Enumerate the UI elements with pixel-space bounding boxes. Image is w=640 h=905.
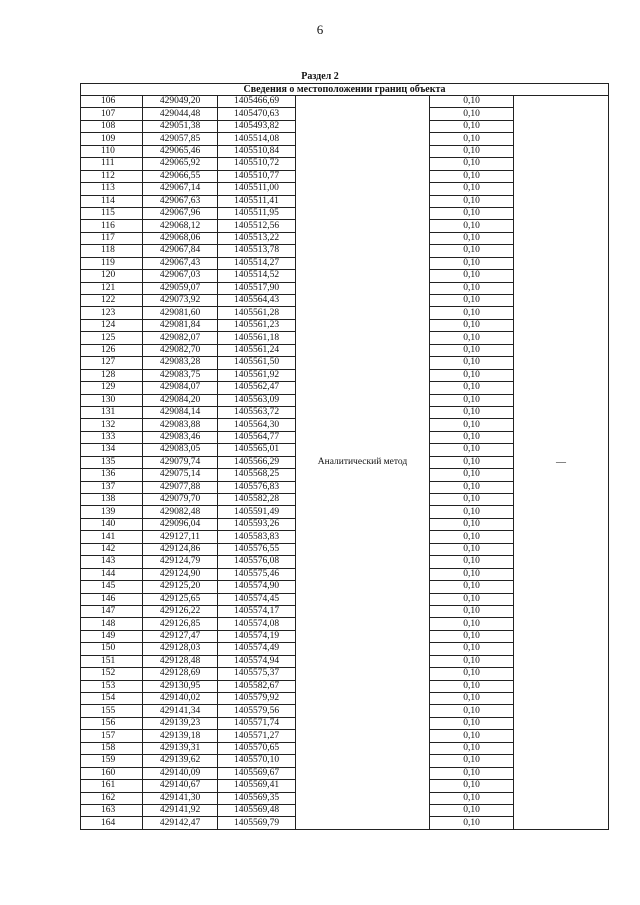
- point-number-cell: 140: [81, 518, 143, 530]
- y-coordinate-cell: 1405514,27: [218, 257, 296, 269]
- y-coordinate-cell: 1405574,17: [218, 605, 296, 617]
- x-coordinate-cell: 429128,48: [143, 655, 218, 667]
- accuracy-cell: 0,10: [430, 220, 514, 232]
- x-coordinate-cell: 429127,47: [143, 630, 218, 642]
- x-coordinate-cell: 429140,02: [143, 693, 218, 705]
- y-coordinate-cell: 1405570,65: [218, 742, 296, 754]
- point-number-cell: 134: [81, 444, 143, 456]
- y-coordinate-cell: 1405575,37: [218, 668, 296, 680]
- accuracy-cell: 0,10: [430, 518, 514, 530]
- y-coordinate-cell: 1405579,92: [218, 693, 296, 705]
- x-coordinate-cell: 429059,07: [143, 282, 218, 294]
- point-number-cell: 150: [81, 643, 143, 655]
- accuracy-cell: 0,10: [430, 680, 514, 692]
- x-coordinate-cell: 429140,67: [143, 780, 218, 792]
- section-title: Раздел 2: [301, 71, 339, 82]
- x-coordinate-cell: 429125,20: [143, 581, 218, 593]
- accuracy-cell: 0,10: [430, 394, 514, 406]
- table-header: Сведения о местоположении границ объекта: [81, 84, 609, 96]
- y-coordinate-cell: 1405561,92: [218, 369, 296, 381]
- y-coordinate-cell: 1405561,23: [218, 319, 296, 331]
- point-number-cell: 108: [81, 120, 143, 132]
- x-coordinate-cell: 429124,90: [143, 568, 218, 580]
- accuracy-cell: 0,10: [430, 767, 514, 779]
- point-number-cell: 141: [81, 531, 143, 543]
- x-coordinate-cell: 429067,84: [143, 245, 218, 257]
- y-coordinate-cell: 1405561,50: [218, 357, 296, 369]
- accuracy-cell: 0,10: [430, 232, 514, 244]
- y-coordinate-cell: 1405510,72: [218, 158, 296, 170]
- y-coordinate-cell: 1405564,30: [218, 419, 296, 431]
- accuracy-cell: 0,10: [430, 183, 514, 195]
- accuracy-cell: 0,10: [430, 158, 514, 170]
- x-coordinate-cell: 429082,70: [143, 344, 218, 356]
- x-coordinate-cell: 429096,04: [143, 518, 218, 530]
- x-coordinate-cell: 429139,62: [143, 755, 218, 767]
- y-coordinate-cell: 1405513,22: [218, 232, 296, 244]
- x-coordinate-cell: 429075,14: [143, 469, 218, 481]
- y-coordinate-cell: 1405574,49: [218, 643, 296, 655]
- x-coordinate-cell: 429068,06: [143, 232, 218, 244]
- point-number-cell: 113: [81, 183, 143, 195]
- accuracy-cell: 0,10: [430, 481, 514, 493]
- accuracy-cell: 0,10: [430, 605, 514, 617]
- accuracy-cell: 0,10: [430, 133, 514, 145]
- x-coordinate-cell: 429139,31: [143, 742, 218, 754]
- y-coordinate-cell: 1405571,74: [218, 717, 296, 729]
- accuracy-cell: 0,10: [430, 655, 514, 667]
- x-coordinate-cell: 429139,23: [143, 717, 218, 729]
- accuracy-cell: 0,10: [430, 543, 514, 555]
- accuracy-cell: 0,10: [430, 581, 514, 593]
- x-coordinate-cell: 429081,84: [143, 319, 218, 331]
- x-coordinate-cell: 429049,20: [143, 96, 218, 108]
- point-number-cell: 149: [81, 630, 143, 642]
- accuracy-cell: 0,10: [430, 357, 514, 369]
- point-number-cell: 163: [81, 804, 143, 816]
- y-coordinate-cell: 1405511,95: [218, 207, 296, 219]
- x-coordinate-cell: 429067,14: [143, 183, 218, 195]
- y-coordinate-cell: 1405510,77: [218, 170, 296, 182]
- x-coordinate-cell: 429141,34: [143, 705, 218, 717]
- accuracy-cell: 0,10: [430, 170, 514, 182]
- y-coordinate-cell: 1405510,84: [218, 145, 296, 157]
- x-coordinate-cell: 429141,92: [143, 804, 218, 816]
- x-coordinate-cell: 429139,18: [143, 730, 218, 742]
- x-coordinate-cell: 429127,11: [143, 531, 218, 543]
- y-coordinate-cell: 1405569,67: [218, 767, 296, 779]
- accuracy-cell: 0,10: [430, 506, 514, 518]
- y-coordinate-cell: 1405576,55: [218, 543, 296, 555]
- accuracy-cell: 0,10: [430, 494, 514, 506]
- boundary-coordinates-table: [80, 83, 609, 830]
- y-coordinate-cell: 1405576,83: [218, 481, 296, 493]
- point-number-cell: 116: [81, 220, 143, 232]
- y-coordinate-cell: 1405561,18: [218, 332, 296, 344]
- x-coordinate-cell: 429065,92: [143, 158, 218, 170]
- x-coordinate-cell: 429067,03: [143, 270, 218, 282]
- x-coordinate-cell: 429084,14: [143, 406, 218, 418]
- point-number-cell: 164: [81, 817, 143, 829]
- y-coordinate-cell: 1405574,94: [218, 655, 296, 667]
- point-number-cell: 151: [81, 655, 143, 667]
- x-coordinate-cell: 429057,85: [143, 133, 218, 145]
- point-number-cell: 136: [81, 469, 143, 481]
- x-coordinate-cell: 429128,03: [143, 643, 218, 655]
- accuracy-cell: 0,10: [430, 295, 514, 307]
- accuracy-cell: 0,10: [430, 319, 514, 331]
- x-coordinate-cell: 429067,63: [143, 195, 218, 207]
- y-coordinate-cell: 1405564,43: [218, 295, 296, 307]
- accuracy-cell: 0,10: [430, 108, 514, 120]
- description-cell: —: [514, 96, 609, 830]
- y-coordinate-cell: 1405563,09: [218, 394, 296, 406]
- x-coordinate-cell: 429077,88: [143, 481, 218, 493]
- method-cell: Аналитический метод: [296, 96, 430, 830]
- point-number-cell: 155: [81, 705, 143, 717]
- point-number-cell: 128: [81, 369, 143, 381]
- x-coordinate-cell: 429140,09: [143, 767, 218, 779]
- point-number-cell: 148: [81, 618, 143, 630]
- point-number-cell: 135: [81, 456, 143, 468]
- x-coordinate-cell: 429065,46: [143, 145, 218, 157]
- y-coordinate-cell: 1405563,72: [218, 406, 296, 418]
- accuracy-cell: 0,10: [430, 804, 514, 816]
- x-coordinate-cell: 429083,75: [143, 369, 218, 381]
- point-number-cell: 125: [81, 332, 143, 344]
- y-coordinate-cell: 1405493,82: [218, 120, 296, 132]
- x-coordinate-cell: 429083,88: [143, 419, 218, 431]
- x-coordinate-cell: 429051,38: [143, 120, 218, 132]
- x-coordinate-cell: 429067,43: [143, 257, 218, 269]
- point-number-cell: 118: [81, 245, 143, 257]
- x-coordinate-cell: 429081,60: [143, 307, 218, 319]
- point-number-cell: 112: [81, 170, 143, 182]
- point-number-cell: 121: [81, 282, 143, 294]
- table-row: [81, 96, 609, 108]
- point-number-cell: 120: [81, 270, 143, 282]
- accuracy-cell: 0,10: [430, 730, 514, 742]
- accuracy-cell: 0,10: [430, 668, 514, 680]
- y-coordinate-cell: 1405565,01: [218, 444, 296, 456]
- x-coordinate-cell: 429082,07: [143, 332, 218, 344]
- point-number-cell: 114: [81, 195, 143, 207]
- point-number-cell: 119: [81, 257, 143, 269]
- y-coordinate-cell: 1405561,28: [218, 307, 296, 319]
- accuracy-cell: 0,10: [430, 456, 514, 468]
- accuracy-cell: 0,10: [430, 717, 514, 729]
- accuracy-cell: 0,10: [430, 195, 514, 207]
- accuracy-cell: 0,10: [430, 207, 514, 219]
- accuracy-cell: 0,10: [430, 556, 514, 568]
- x-coordinate-cell: 429130,95: [143, 680, 218, 692]
- point-number-cell: 130: [81, 394, 143, 406]
- y-coordinate-cell: 1405571,27: [218, 730, 296, 742]
- point-number-cell: 139: [81, 506, 143, 518]
- accuracy-cell: 0,10: [430, 444, 514, 456]
- point-number-cell: 123: [81, 307, 143, 319]
- point-number-cell: 160: [81, 767, 143, 779]
- accuracy-cell: 0,10: [430, 693, 514, 705]
- point-number-cell: 154: [81, 693, 143, 705]
- point-number-cell: 131: [81, 406, 143, 418]
- point-number-cell: 122: [81, 295, 143, 307]
- x-coordinate-cell: 429068,12: [143, 220, 218, 232]
- point-number-cell: 107: [81, 108, 143, 120]
- y-coordinate-cell: 1405591,49: [218, 506, 296, 518]
- y-coordinate-cell: 1405593,26: [218, 518, 296, 530]
- accuracy-cell: 0,10: [430, 282, 514, 294]
- y-coordinate-cell: 1405574,90: [218, 581, 296, 593]
- accuracy-cell: 0,10: [430, 618, 514, 630]
- table-header-row: [81, 84, 609, 96]
- point-number-cell: 146: [81, 593, 143, 605]
- x-coordinate-cell: 429124,86: [143, 543, 218, 555]
- point-number-cell: 115: [81, 207, 143, 219]
- point-number-cell: 138: [81, 494, 143, 506]
- y-coordinate-cell: 1405511,41: [218, 195, 296, 207]
- y-coordinate-cell: 1405569,79: [218, 817, 296, 829]
- y-coordinate-cell: 1405583,83: [218, 531, 296, 543]
- y-coordinate-cell: 1405579,56: [218, 705, 296, 717]
- x-coordinate-cell: 429084,07: [143, 382, 218, 394]
- x-coordinate-cell: 429126,85: [143, 618, 218, 630]
- y-coordinate-cell: 1405561,24: [218, 344, 296, 356]
- point-number-cell: 132: [81, 419, 143, 431]
- x-coordinate-cell: 429079,74: [143, 456, 218, 468]
- x-coordinate-cell: 429083,05: [143, 444, 218, 456]
- accuracy-cell: 0,10: [430, 419, 514, 431]
- y-coordinate-cell: 1405569,41: [218, 780, 296, 792]
- accuracy-cell: 0,10: [430, 270, 514, 282]
- accuracy-cell: 0,10: [430, 755, 514, 767]
- x-coordinate-cell: 429084,20: [143, 394, 218, 406]
- accuracy-cell: 0,10: [430, 257, 514, 269]
- y-coordinate-cell: 1405582,67: [218, 680, 296, 692]
- accuracy-cell: 0,10: [430, 643, 514, 655]
- point-number-cell: 156: [81, 717, 143, 729]
- accuracy-cell: 0,10: [430, 817, 514, 829]
- y-coordinate-cell: 1405570,10: [218, 755, 296, 767]
- page-number: 6: [316, 22, 324, 37]
- y-coordinate-cell: 1405569,35: [218, 792, 296, 804]
- point-number-cell: 129: [81, 382, 143, 394]
- x-coordinate-cell: 429126,22: [143, 605, 218, 617]
- x-coordinate-cell: 429125,65: [143, 593, 218, 605]
- point-number-cell: 106: [81, 96, 143, 108]
- accuracy-cell: 0,10: [430, 469, 514, 481]
- accuracy-cell: 0,10: [430, 742, 514, 754]
- x-coordinate-cell: 429044,48: [143, 108, 218, 120]
- point-number-cell: 133: [81, 431, 143, 443]
- point-number-cell: 143: [81, 556, 143, 568]
- point-number-cell: 152: [81, 668, 143, 680]
- y-coordinate-cell: 1405582,28: [218, 494, 296, 506]
- x-coordinate-cell: 429141,30: [143, 792, 218, 804]
- x-coordinate-cell: 429079,70: [143, 494, 218, 506]
- y-coordinate-cell: 1405576,08: [218, 556, 296, 568]
- x-coordinate-cell: 429066,55: [143, 170, 218, 182]
- y-coordinate-cell: 1405564,77: [218, 431, 296, 443]
- point-number-cell: 159: [81, 755, 143, 767]
- y-coordinate-cell: 1405514,08: [218, 133, 296, 145]
- accuracy-cell: 0,10: [430, 780, 514, 792]
- y-coordinate-cell: 1405466,69: [218, 96, 296, 108]
- accuracy-cell: 0,10: [430, 568, 514, 580]
- y-coordinate-cell: 1405470,63: [218, 108, 296, 120]
- accuracy-cell: 0,10: [430, 531, 514, 543]
- point-number-cell: 117: [81, 232, 143, 244]
- y-coordinate-cell: 1405575,46: [218, 568, 296, 580]
- point-number-cell: 145: [81, 581, 143, 593]
- accuracy-cell: 0,10: [430, 705, 514, 717]
- accuracy-cell: 0,10: [430, 145, 514, 157]
- accuracy-cell: 0,10: [430, 245, 514, 257]
- point-number-cell: 137: [81, 481, 143, 493]
- x-coordinate-cell: 429073,92: [143, 295, 218, 307]
- point-number-cell: 144: [81, 568, 143, 580]
- y-coordinate-cell: 1405517,90: [218, 282, 296, 294]
- point-number-cell: 162: [81, 792, 143, 804]
- point-number-cell: 111: [81, 158, 143, 170]
- point-number-cell: 124: [81, 319, 143, 331]
- accuracy-cell: 0,10: [430, 332, 514, 344]
- x-coordinate-cell: 429067,96: [143, 207, 218, 219]
- accuracy-cell: 0,10: [430, 120, 514, 132]
- y-coordinate-cell: 1405514,52: [218, 270, 296, 282]
- point-number-cell: 127: [81, 357, 143, 369]
- x-coordinate-cell: 429142,47: [143, 817, 218, 829]
- accuracy-cell: 0,10: [430, 630, 514, 642]
- accuracy-cell: 0,10: [430, 382, 514, 394]
- x-coordinate-cell: 429083,28: [143, 357, 218, 369]
- accuracy-cell: 0,10: [430, 96, 514, 108]
- y-coordinate-cell: 1405569,48: [218, 804, 296, 816]
- point-number-cell: 158: [81, 742, 143, 754]
- y-coordinate-cell: 1405574,45: [218, 593, 296, 605]
- point-number-cell: 147: [81, 605, 143, 617]
- y-coordinate-cell: 1405566,29: [218, 456, 296, 468]
- accuracy-cell: 0,10: [430, 792, 514, 804]
- y-coordinate-cell: 1405568,25: [218, 469, 296, 481]
- x-coordinate-cell: 429083,46: [143, 431, 218, 443]
- accuracy-cell: 0,10: [430, 369, 514, 381]
- accuracy-cell: 0,10: [430, 307, 514, 319]
- x-coordinate-cell: 429128,69: [143, 668, 218, 680]
- point-number-cell: 109: [81, 133, 143, 145]
- y-coordinate-cell: 1405513,78: [218, 245, 296, 257]
- point-number-cell: 142: [81, 543, 143, 555]
- point-number-cell: 153: [81, 680, 143, 692]
- y-coordinate-cell: 1405562,47: [218, 382, 296, 394]
- y-coordinate-cell: 1405511,00: [218, 183, 296, 195]
- y-coordinate-cell: 1405512,56: [218, 220, 296, 232]
- accuracy-cell: 0,10: [430, 593, 514, 605]
- x-coordinate-cell: 429124,79: [143, 556, 218, 568]
- accuracy-cell: 0,10: [430, 431, 514, 443]
- accuracy-cell: 0,10: [430, 406, 514, 418]
- point-number-cell: 110: [81, 145, 143, 157]
- point-number-cell: 126: [81, 344, 143, 356]
- point-number-cell: 157: [81, 730, 143, 742]
- y-coordinate-cell: 1405574,19: [218, 630, 296, 642]
- y-coordinate-cell: 1405574,08: [218, 618, 296, 630]
- x-coordinate-cell: 429082,48: [143, 506, 218, 518]
- point-number-cell: 161: [81, 780, 143, 792]
- accuracy-cell: 0,10: [430, 344, 514, 356]
